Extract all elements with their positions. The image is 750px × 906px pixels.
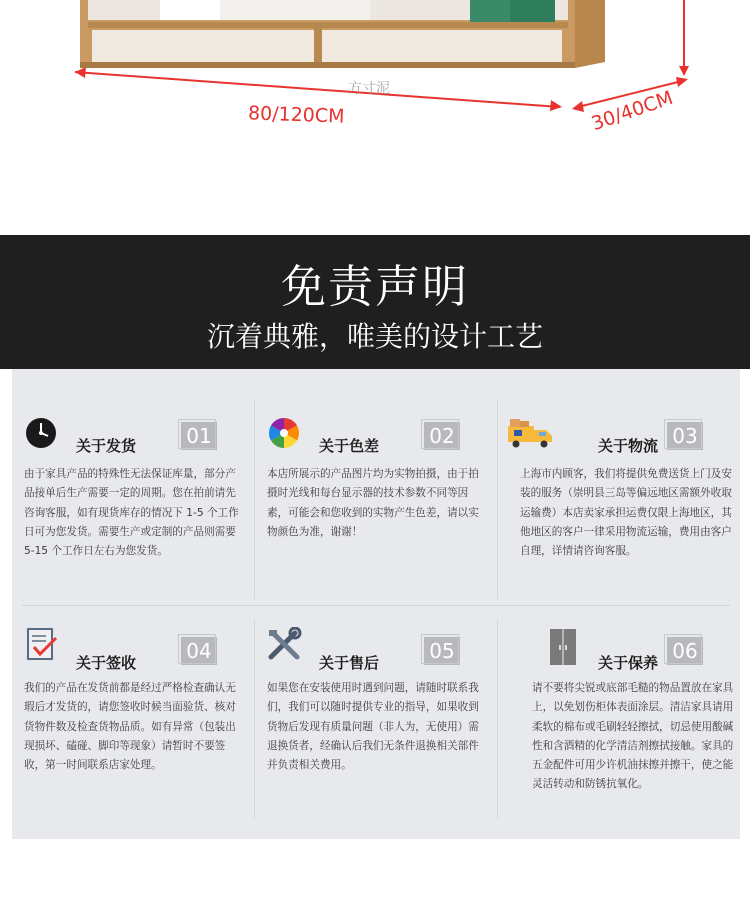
card-number-badge: 02 — [424, 422, 460, 450]
card-number-badge: 03 — [667, 422, 703, 450]
card-body: 如果您在安装使用时遇到问题，请随时联系我们，我们可以随时提供专业的指导，如果收到货物后发现有质量问题（非人为，无使用）需退换货者，经确认后我们无条件退换相关部件并负责相关费用。 — [267, 682, 479, 772]
card-title: 关于色差 — [319, 437, 380, 455]
info-grid — [12, 369, 740, 839]
depth-dimension-label: 30/40CM — [588, 86, 676, 136]
card-title: 关于发货 — [76, 437, 137, 455]
cabinet-icon — [548, 627, 578, 667]
width-dimension-label: 80/120CM — [247, 102, 345, 128]
delivery-truck-icon — [506, 416, 558, 450]
color-wheel-icon — [265, 416, 303, 450]
card-number-badge: 04 — [181, 637, 217, 665]
product-image — [0, 0, 750, 235]
card-title: 关于物流 — [598, 437, 659, 455]
card-title: 关于签收 — [76, 654, 137, 672]
clipboard-check-icon — [22, 627, 60, 661]
card-body: 由于家具产品的特殊性无法保证库量，部分产品接单后生产需要一定的周期。您在拍前请先咨询客服，如有现货库存的情况下 1-5 个工作日可为您发货。需要生产或定制的产品则需要 5-15 个工作日左右为您发货。 — [24, 468, 239, 558]
card-maintenance — [498, 605, 740, 839]
tools-icon — [265, 627, 303, 661]
card-logistics — [498, 369, 740, 605]
card-body: 我们的产品在发货前都是经过严格检查确认无瑕后才发货的，请您签收时候当面验货、核对货物件数及检查货物品质。如有异常（包装出现损坏、磕碰、脚印等现象）请暂时不要签收，第一时间联系店家处理。 — [24, 682, 236, 772]
card-body: 上海市内顾客，我们将提供免费送货上门及安装的服务（崇明县三岛等偏远地区需额外收取运输费）本店卖家承担运费仅限上海地区，其他地区的客户一律采用物流运输，费用由客户自理，详情请咨询客服。 — [520, 468, 732, 558]
card-number-badge: 05 — [424, 637, 460, 665]
card-title: 关于售后 — [319, 654, 380, 672]
card-body: 本店所展示的产品图片均为实物拍摄，由于拍摄时光线和每台显示器的技术参数不同等因素，可能会和您收到的实物产生色差，请以实物颜色为准，谢谢！ — [267, 468, 479, 538]
watermark-text: 方寸泥 — [348, 81, 390, 97]
card-title: 关于保养 — [598, 654, 659, 672]
card-signing — [12, 605, 254, 839]
card-color-difference — [255, 369, 497, 605]
card-number-badge: 01 — [181, 422, 217, 450]
card-after-sales — [255, 605, 497, 839]
footer-spacer — [0, 839, 750, 906]
card-shipping — [12, 369, 254, 605]
card-number-badge: 06 — [667, 637, 703, 665]
disclaimer-banner — [0, 235, 750, 369]
banner-title: 免责声明 — [280, 260, 469, 313]
card-body: 请不要将尖锐或底部毛糙的物品置放在家具上，以免划伤柜体表面涂层。清洁家具请用柔软的棉布或毛刷轻轻擦拭，切忌使用酸碱性和含酒精的化学清洁剂擦拭接触。家具的五金配件可用少许机油抹擦并擦干，使之能灵活转动和防锈抗氧化。 — [532, 682, 734, 791]
clock-icon — [22, 416, 60, 450]
banner-subtitle: 沉着典雅，唯美的设计工艺 — [206, 320, 543, 353]
